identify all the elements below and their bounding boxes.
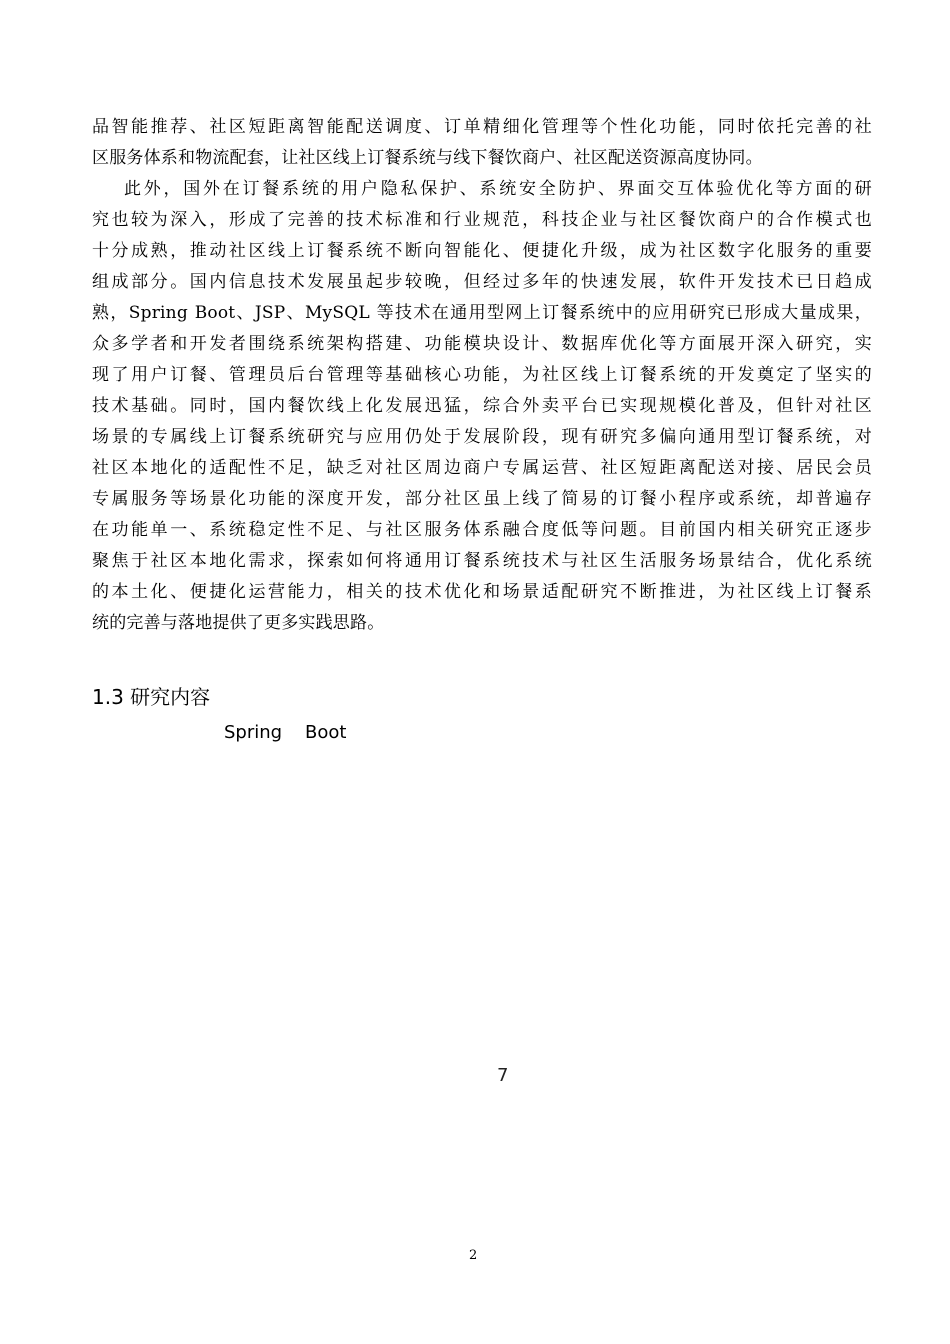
body-text-line: 社区本地化的适配性不足，缺乏对社区周边商户专属运营、社区短距离配送对接、居民会员 — [92, 458, 872, 478]
body-text-line: 技术基础。同时，国内餐饮线上化发展迅猛，综合外卖平台已实现规模化普及，但针对社区 — [92, 396, 872, 416]
section-heading: 1.3 研究内容 — [92, 685, 211, 709]
body-text-line: 专属服务等场景化功能的深度开发，部分社区虽上线了简易的订餐小程序或系统，却普遍存 — [92, 489, 872, 509]
body-text-line: 品智能推荐、社区短距离智能配送调度、订单精细化管理等个性化功能，同时依托完善的社 — [92, 117, 872, 137]
body-text-line: 统的完善与落地提供了更多实践思路。 — [92, 613, 385, 633]
page-number: 2 — [469, 1248, 478, 1263]
body-text-line: 众多学者和开发者围绕系统架构搭建、功能模块设计、数据库优化等方面展开深入研究，实 — [92, 334, 872, 354]
body-text-line: 的本土化、便捷化运营能力，相关的技术优化和场景适配研究不断推进，为社区线上订餐系 — [92, 582, 872, 602]
body-text-line: 此外，国外在订餐系统的用户隐私保护、系统安全防护、界面交互体验优化等方面的研 — [124, 179, 872, 199]
section-subline: Spring Boot — [224, 722, 347, 743]
body-text-line: 在功能单一、系统稳定性不足、与社区服务体系融合度低等问题。目前国内相关研究正逐步 — [92, 520, 872, 540]
body-text-line: 场景的专属线上订餐系统研究与应用仍处于发展阶段，现有研究多偏向通用型订餐系统，对 — [92, 427, 872, 447]
body-text-line: 究也较为深入，形成了完善的技术标准和行业规范，科技企业与社区餐饮商户的合作模式也 — [92, 210, 872, 230]
body-text-line: 聚焦于社区本地化需求，探索如何将通用订餐系统技术与社区生活服务场景结合，优化系统 — [92, 551, 872, 571]
body-text-line: 组成部分。国内信息技术发展虽起步较晚，但经过多年的快速发展，软件开发技术已日趋成 — [92, 272, 872, 292]
body-text-line: 现了用户订餐、管理员后台管理等基础核心功能，为社区线上订餐系统的开发奠定了坚实的 — [92, 365, 872, 385]
body-text-line: 区服务体系和物流配套，让社区线上订餐系统与线下餐饮商户、社区配送资源高度协同。 — [92, 148, 763, 168]
body-text-line: 十分成熟，推动社区线上订餐系统不断向智能化、便捷化升级，成为社区数字化服务的重要 — [92, 241, 872, 261]
body-text-line: 熟，Spring Boot、JSP、MySQL 等技术在通用型网上订餐系统中的应用研究已形成大量成果， — [92, 303, 872, 323]
figure-number: 7 — [497, 1065, 509, 1086]
